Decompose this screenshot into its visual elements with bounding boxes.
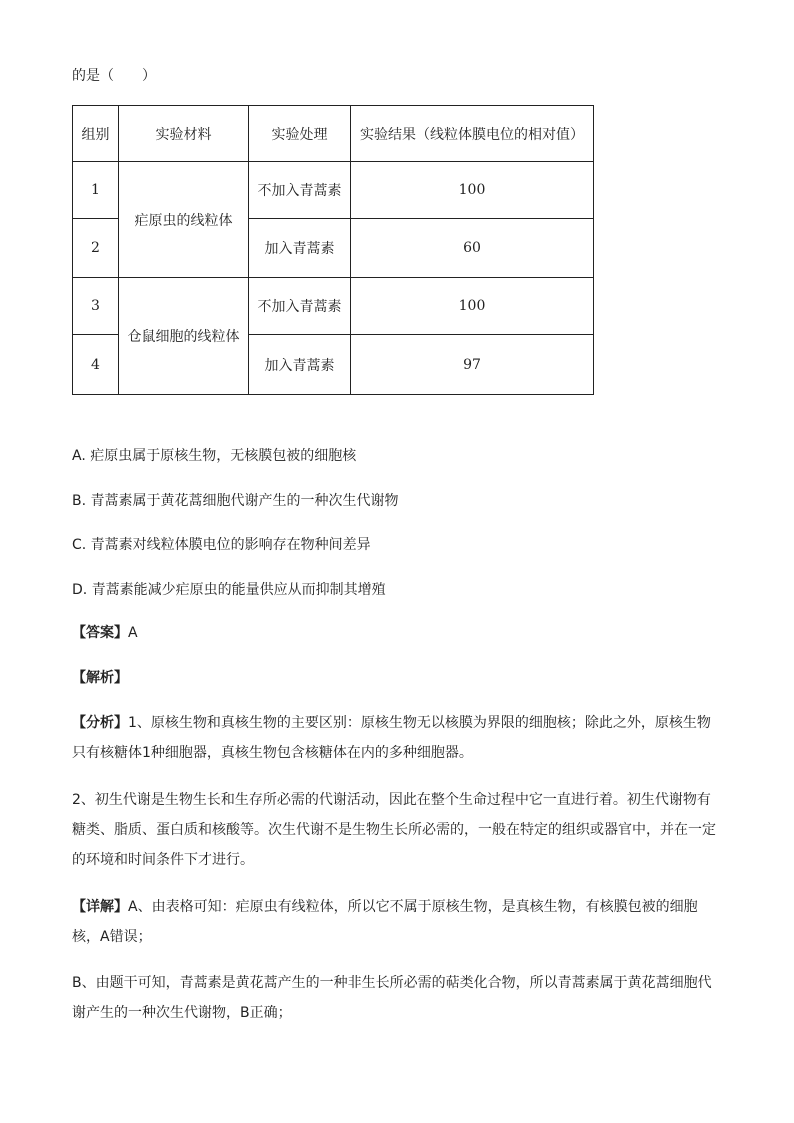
header-treatment: 实验处理 — [249, 106, 351, 162]
detail-a — [72, 892, 724, 952]
option-b: B. 青蒿素属于黄花蒿细胞代谢产生的一种次生代谢物 — [72, 493, 399, 509]
cell-group-id: 4 — [73, 335, 119, 395]
answer-line — [72, 623, 138, 643]
cell-treatment: 加入青蒿素 — [249, 219, 351, 278]
table-row — [73, 278, 594, 335]
header-result: 实验结果（线粒体膜电位的相对值） — [351, 106, 594, 162]
header-material: 实验材料 — [119, 106, 249, 162]
analysis-para1-text: 1、原核生物和真核生物的主要区别：原核生物无以核膜为界限的细胞核；除此之外，原核生物只有核糖体1种细胞器，真核生物包含核糖体在内的多种细胞器。 — [72, 715, 711, 761]
experiment-table — [72, 105, 594, 395]
option-a: A. 疟原虫属于原核生物，无核膜包被的细胞核 — [72, 448, 357, 464]
detail-label: 【详解】 — [72, 899, 128, 915]
detail-a-text: A、由表格可知：疟原虫有线粒体，所以它不属于原核生物，是真核生物，有核膜包被的细胞核，A错误； — [72, 899, 698, 945]
cell-group-id: 3 — [73, 278, 119, 335]
cell-treatment: 加入青蒿素 — [249, 335, 351, 395]
option-c: C. 青蒿素对线粒体膜电位的影响存在物种间差异 — [72, 537, 371, 553]
cell-material: 仓鼠细胞的线粒体 — [119, 278, 249, 395]
analysis-para1 — [72, 708, 724, 768]
table-header-row — [73, 106, 594, 162]
option-d: D. 青蒿素能减少疟原虫的能量供应从而抑制其增殖 — [72, 582, 386, 598]
cell-group-id: 2 — [73, 219, 119, 278]
table-row — [73, 162, 594, 219]
cell-treatment: 不加入青蒿素 — [249, 278, 351, 335]
analysis-para2: 2、初生代谢是生物生长和生存所必需的代谢活动，因此在整个生命过程中它一直进行着。初生代谢物有糖类、脂质、蛋白质和核酸等。次生代谢不是生物生长所必需的，一般在特定的组织或器官中，并在一定的环境和时间条件下才进行。 — [72, 792, 716, 868]
cell-group-id: 1 — [73, 162, 119, 219]
question-stem-tail: 的是（ ） — [72, 68, 156, 84]
cell-result: 60 — [351, 219, 594, 278]
cell-result: 100 — [351, 278, 594, 335]
header-group: 组别 — [73, 106, 119, 162]
answer-value: A — [128, 625, 138, 641]
answer-label: 【答案】 — [72, 625, 128, 641]
analysis-para1-label: 【分析】 — [72, 715, 128, 731]
cell-treatment: 不加入青蒿素 — [249, 162, 351, 219]
detail-b: B、由题干可知，青蒿素是黄花蒿产生的一种非生长所必需的萜类化合物，所以青蒿素属于黄花蒿细胞代谢产生的一种次生代谢物，B正确； — [72, 975, 712, 1021]
analysis-label: 【解析】 — [72, 670, 128, 686]
cell-material: 疟原虫的线粒体 — [119, 162, 249, 278]
cell-result: 100 — [351, 162, 594, 219]
cell-result: 97 — [351, 335, 594, 395]
